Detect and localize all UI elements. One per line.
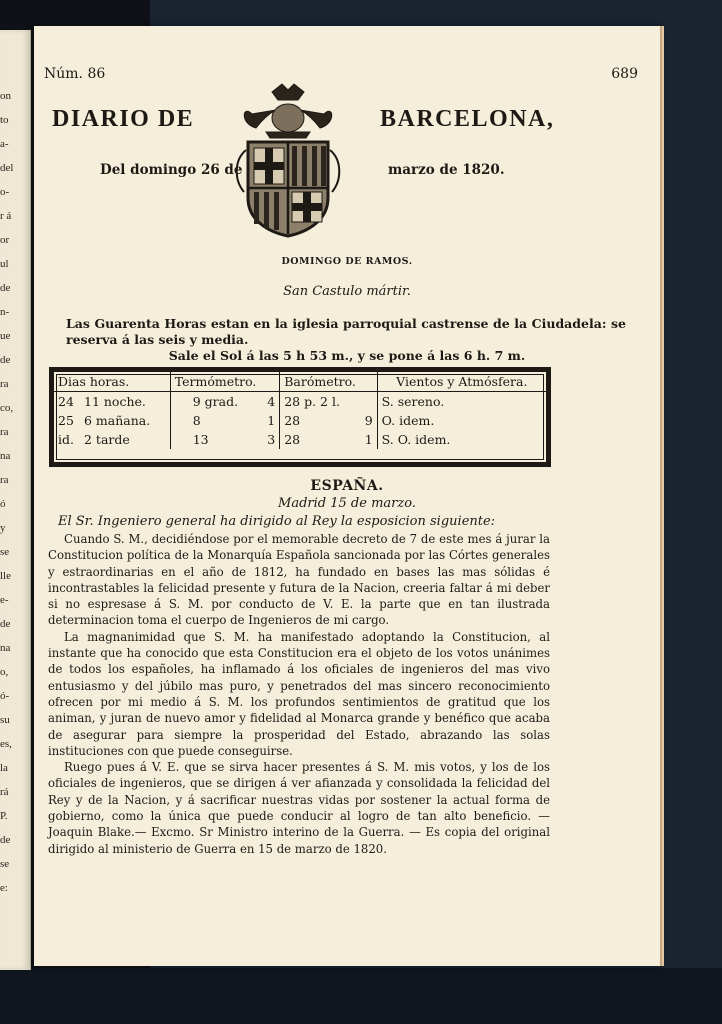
previous-page-fragment: e- bbox=[0, 594, 9, 606]
table-cell: 13 bbox=[192, 432, 209, 447]
table-cell: 8 bbox=[192, 413, 201, 428]
previous-page-fragment: ul bbox=[0, 258, 9, 270]
previous-page-fragment: e: bbox=[0, 882, 8, 894]
previous-page-fragment: del bbox=[0, 162, 14, 174]
table-cell: 6 mañana. bbox=[80, 411, 170, 430]
weather-table-header bbox=[54, 372, 546, 392]
previous-page-fragment: o, bbox=[0, 666, 9, 678]
table-cell: O. idem. bbox=[381, 413, 435, 428]
sunrise-sunset: Sale el Sol á las 5 h 53 m., y se pone á las 6 h. 7 m. bbox=[168, 348, 526, 363]
date-line-right: marzo de 1820. bbox=[388, 162, 505, 178]
previous-page-fragment: lle bbox=[0, 570, 11, 582]
previous-page-fragment: su bbox=[0, 714, 10, 726]
previous-page-fragment: or bbox=[0, 234, 10, 246]
liturgical-day: DOMINGO DE RAMOS. bbox=[281, 256, 413, 267]
table-cell: 4 bbox=[259, 392, 279, 412]
table-cell: 28 bbox=[284, 413, 301, 428]
previous-page-fragment: na bbox=[0, 450, 11, 462]
table-cell: id. bbox=[58, 432, 74, 447]
previous-page-fragment: de bbox=[0, 354, 11, 366]
table-cell: 28 bbox=[284, 432, 301, 447]
previous-page-fragment: de bbox=[0, 834, 11, 846]
previous-page-fragment: rá bbox=[0, 786, 9, 798]
article-body bbox=[48, 531, 550, 857]
previous-page-edge bbox=[0, 30, 31, 970]
table-cell: 9 grad. bbox=[192, 394, 239, 409]
table-cell: 2 tarde bbox=[80, 430, 170, 449]
previous-page-fragment: na bbox=[0, 642, 11, 654]
previous-page-fragment: r á bbox=[0, 210, 12, 222]
article-intro: El Sr. Ingeniero general ha dirigido al Rey la esposicion siguiente: bbox=[58, 514, 496, 529]
table-cell: 11 noche. bbox=[80, 392, 170, 412]
header-thermometer: Termómetro. bbox=[170, 372, 279, 392]
table-row bbox=[54, 411, 546, 430]
date-line-left: Del domingo 26 de bbox=[100, 162, 243, 178]
article-paragraph: La magnanimidad que S. M. ha manifestado adoptando la Constitucion, al instante que ha conocido que esta Constitucion era el objeto de los votos unánimes de todos los españoles, ha inflamado á los oficiales de ingenieros del mas vivo entusiasmo y del júbilo mas puro, y penetrados del mas sincero reconocimiento ofrecen por mi medio á S. M. los profundos sentimientos de gratitud que los animan, y juran de nuevo amor y fidelidad al Monarca grande y benéfico que acaba de asegurar para siempre la prosperidad del Estado, abrazando las solas instituciones con que puede conseguirse. bbox=[48, 629, 550, 758]
masthead-title-left: DIARIO DE bbox=[52, 106, 195, 132]
background-bottom bbox=[0, 968, 722, 1024]
article-paragraph: Ruego pues á V. E. que se sirva hacer presentes á S. M. mis votos, y los de los oficiales de ingenieros, que se dirigen á ver afianzada y consolidada la felicidad del Rey y de la Nacion, y á sacrificar nuestras vidas por sostener la actual forma de gobierno, como la única que puede conducir al logro de tan alto beneficio. — Joaquin Blake.— Excmo. Sr Ministro interino de la Guerra. — Es copia del original dirigido al ministerio de Guerra en 15 de marzo de 1820. bbox=[48, 760, 550, 856]
table-cell: S. O. idem. bbox=[381, 432, 451, 447]
previous-page-fragment: P. bbox=[0, 810, 8, 822]
table-cell bbox=[357, 392, 377, 412]
table-row bbox=[54, 430, 546, 449]
issue-number: Núm. 86 bbox=[44, 66, 106, 82]
previous-page-fragment: ó bbox=[0, 498, 6, 510]
page-number: 689 bbox=[611, 66, 638, 82]
previous-page-fragment: se bbox=[0, 858, 10, 870]
previous-page-fragment: on bbox=[0, 90, 11, 102]
newspaper-page bbox=[34, 26, 660, 966]
previous-page-fragment: y bbox=[0, 522, 6, 534]
previous-page-fragment: to bbox=[0, 114, 9, 126]
previous-page-fragment: es, bbox=[0, 738, 12, 750]
previous-page-fragment: se bbox=[0, 546, 10, 558]
header-winds: Vientos y Atmósfera. bbox=[377, 372, 546, 392]
previous-page-fragment: la bbox=[0, 762, 8, 774]
table-cell: 3 bbox=[259, 430, 279, 449]
table-cell: 1 bbox=[259, 411, 279, 430]
previous-page-fragment: ra bbox=[0, 378, 9, 390]
barcelona-coat-of-arms-icon bbox=[232, 80, 344, 240]
dateline: Madrid 15 de marzo. bbox=[278, 496, 416, 511]
previous-page-fragment: ra bbox=[0, 474, 9, 486]
table-cell: 25 bbox=[58, 413, 74, 428]
previous-page-fragment: de bbox=[0, 618, 11, 630]
previous-page-fragment: de bbox=[0, 282, 11, 294]
previous-page-fragment: ra bbox=[0, 426, 9, 438]
previous-page-fragment: n- bbox=[0, 306, 10, 318]
previous-page-fragment: ue bbox=[0, 330, 11, 342]
table-row bbox=[54, 392, 546, 412]
masthead-title-right: BARCELONA, bbox=[380, 106, 555, 132]
table-cell: 28 p. 2 l. bbox=[284, 394, 340, 409]
weather-table bbox=[50, 368, 550, 466]
previous-page-fragment: o- bbox=[0, 186, 10, 198]
previous-page-fragment: a- bbox=[0, 138, 9, 150]
article-paragraph: Cuando S. M., decidiéndose por el memorable decreto de 7 de este mes á jurar la Constitucion política de la Monarquía Española sancionada por las Córtes generales y estraordinarias en el año de 1812, ha fundado en bases las mas sólidas é incontrastables la felicidad presente y futura de la Nacion, creeria faltar á mi deber si no espresase á S. M. por conducto de V. E. la parte que en tan ilustrada determinacion toma el cuerpo de Ingenieros de mi cargo. bbox=[48, 532, 550, 628]
table-cell: 9 bbox=[357, 411, 377, 430]
previous-page-fragment: co, bbox=[0, 402, 14, 414]
section-heading: ESPAÑA. bbox=[310, 478, 384, 494]
header-days-hours: Dias horas. bbox=[54, 372, 170, 392]
previous-page-fragment: ó- bbox=[0, 690, 10, 702]
table-cell: S. sereno. bbox=[381, 394, 445, 409]
table-cell: 1 bbox=[357, 430, 377, 449]
table-cell: 24 bbox=[58, 394, 74, 409]
forty-hours-notice: Las Guarenta Horas estan en la iglesia parroquial castrense de la Ciudadela: se reserva á las seis y media. bbox=[66, 316, 626, 347]
header-barometer: Barómetro. bbox=[280, 372, 377, 392]
saint-of-day: San Castulo mártir. bbox=[283, 284, 411, 299]
